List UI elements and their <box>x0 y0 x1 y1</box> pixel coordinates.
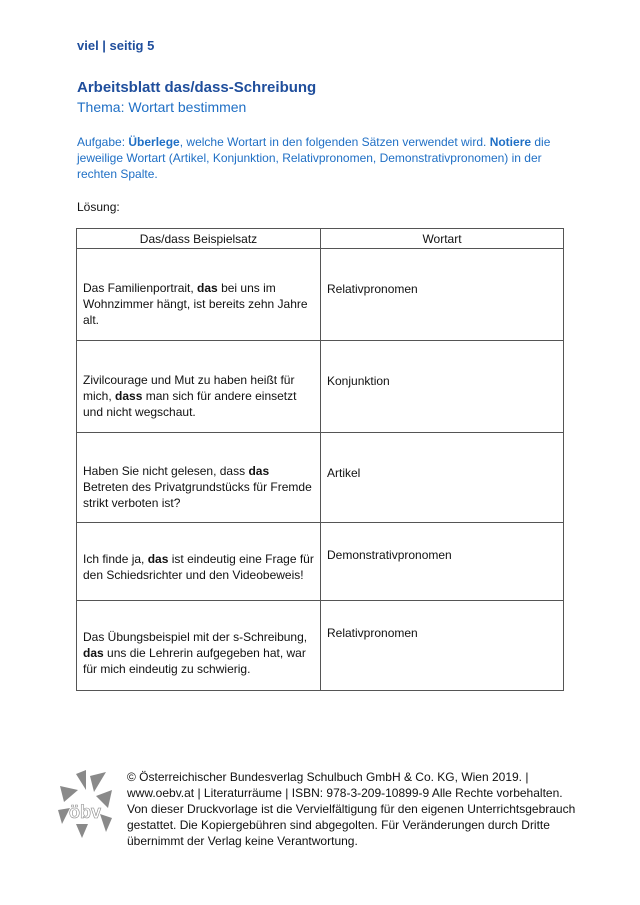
sentence-part: Das Übungsbeispiel mit der s-Schreibung, <box>83 629 308 644</box>
task-instructions <box>77 134 557 182</box>
table-row <box>77 433 564 523</box>
wortart-cell: Artikel <box>321 433 564 523</box>
sentence-keyword: das <box>197 280 218 295</box>
example-sentence <box>77 601 321 691</box>
sentence-keyword: das <box>147 551 169 566</box>
sentence-part: Zivilcourage und Mut zu haben heißt für mich, <box>83 372 295 403</box>
table-row <box>77 341 564 433</box>
table-row <box>77 601 564 691</box>
sentence-part: Haben Sie nicht gelesen, dass <box>83 463 249 478</box>
sentence-part: uns die Lehrerin aufgegeben hat, war für mich eindeutig zu schwierig. <box>83 645 306 676</box>
task-label: Aufgabe: <box>77 135 129 149</box>
example-sentence <box>77 523 321 601</box>
sentence-keyword: das <box>248 463 270 478</box>
example-sentence <box>77 433 321 523</box>
sentence-part: Das Familienportrait, <box>83 280 198 295</box>
task-text-1: , welche Wortart in den folgenden Sätzen verwendet wird. <box>179 135 490 149</box>
sentence-part: man sich für andere einsetzt und nicht wegschaut. <box>83 388 297 419</box>
solution-label: Lösung: <box>77 200 120 214</box>
table-header-row <box>77 229 564 249</box>
sentence-part: Betreten des Privatgrundstücks für Fremde strikt verboten ist? <box>83 479 312 510</box>
wortart-cell: Demonstrativpronomen <box>321 523 564 601</box>
sentence-part: bei uns im Wohnzimmer hängt, ist bereits zehn Jahre alt. <box>83 280 308 327</box>
logo-text: öbv <box>68 802 102 822</box>
wortart-cell: Relativpronomen <box>321 601 564 691</box>
worksheet-subtitle: Thema: Wortart bestimmen <box>77 99 247 115</box>
sentence-part: ist eindeutig eine Frage für den Schiedsrichter und den Videobeweis! <box>83 551 314 582</box>
sentence-keyword: dass <box>115 388 143 403</box>
task-bold-1: Überlege <box>128 135 180 149</box>
wortart-cell: Konjunktion <box>321 341 564 433</box>
worksheet-title: Arbeitsblatt das/dass-Schreibung <box>77 79 317 96</box>
example-sentence <box>77 341 321 433</box>
wortart-cell: Relativpronomen <box>321 249 564 341</box>
footer <box>56 768 576 858</box>
table-row <box>77 523 564 601</box>
exercise-table <box>76 228 564 691</box>
sentence-part: Ich finde ja, <box>83 551 148 566</box>
task-text-2: die jeweilige Wortart (Artikel, Konjunktion, Relativpronomen, Demonstrativpronomen) in der rechten Spalte. <box>77 135 551 181</box>
header-tag: viel | seitig 5 <box>77 38 155 53</box>
task-bold-2: Notiere <box>489 135 532 149</box>
oebv-logo <box>56 768 114 840</box>
example-sentence <box>77 249 321 341</box>
column-header-wortart: Wortart <box>321 229 564 249</box>
copyright-text: © Österreichischer Bundesverlag Schulbuch GmbH & Co. KG, Wien 2019. | www.oebv.at | Literaturräume | ISBN: 978-3-209-10899-9 Alle Rechte vorbehalten. Von dieser Druckvorlage ist die Vervielfältigung für den eigenen Unterrichtsgebrauch gestattet. Die Kopiergebühren sind abgegolten. Für Veränderungen durch Dritte übernimmt der Verlag keine Verantwortung. <box>127 770 576 848</box>
column-header-example: Das/dass Beispielsatz <box>77 229 321 249</box>
table-row <box>77 249 564 341</box>
sentence-keyword: das <box>83 645 104 660</box>
